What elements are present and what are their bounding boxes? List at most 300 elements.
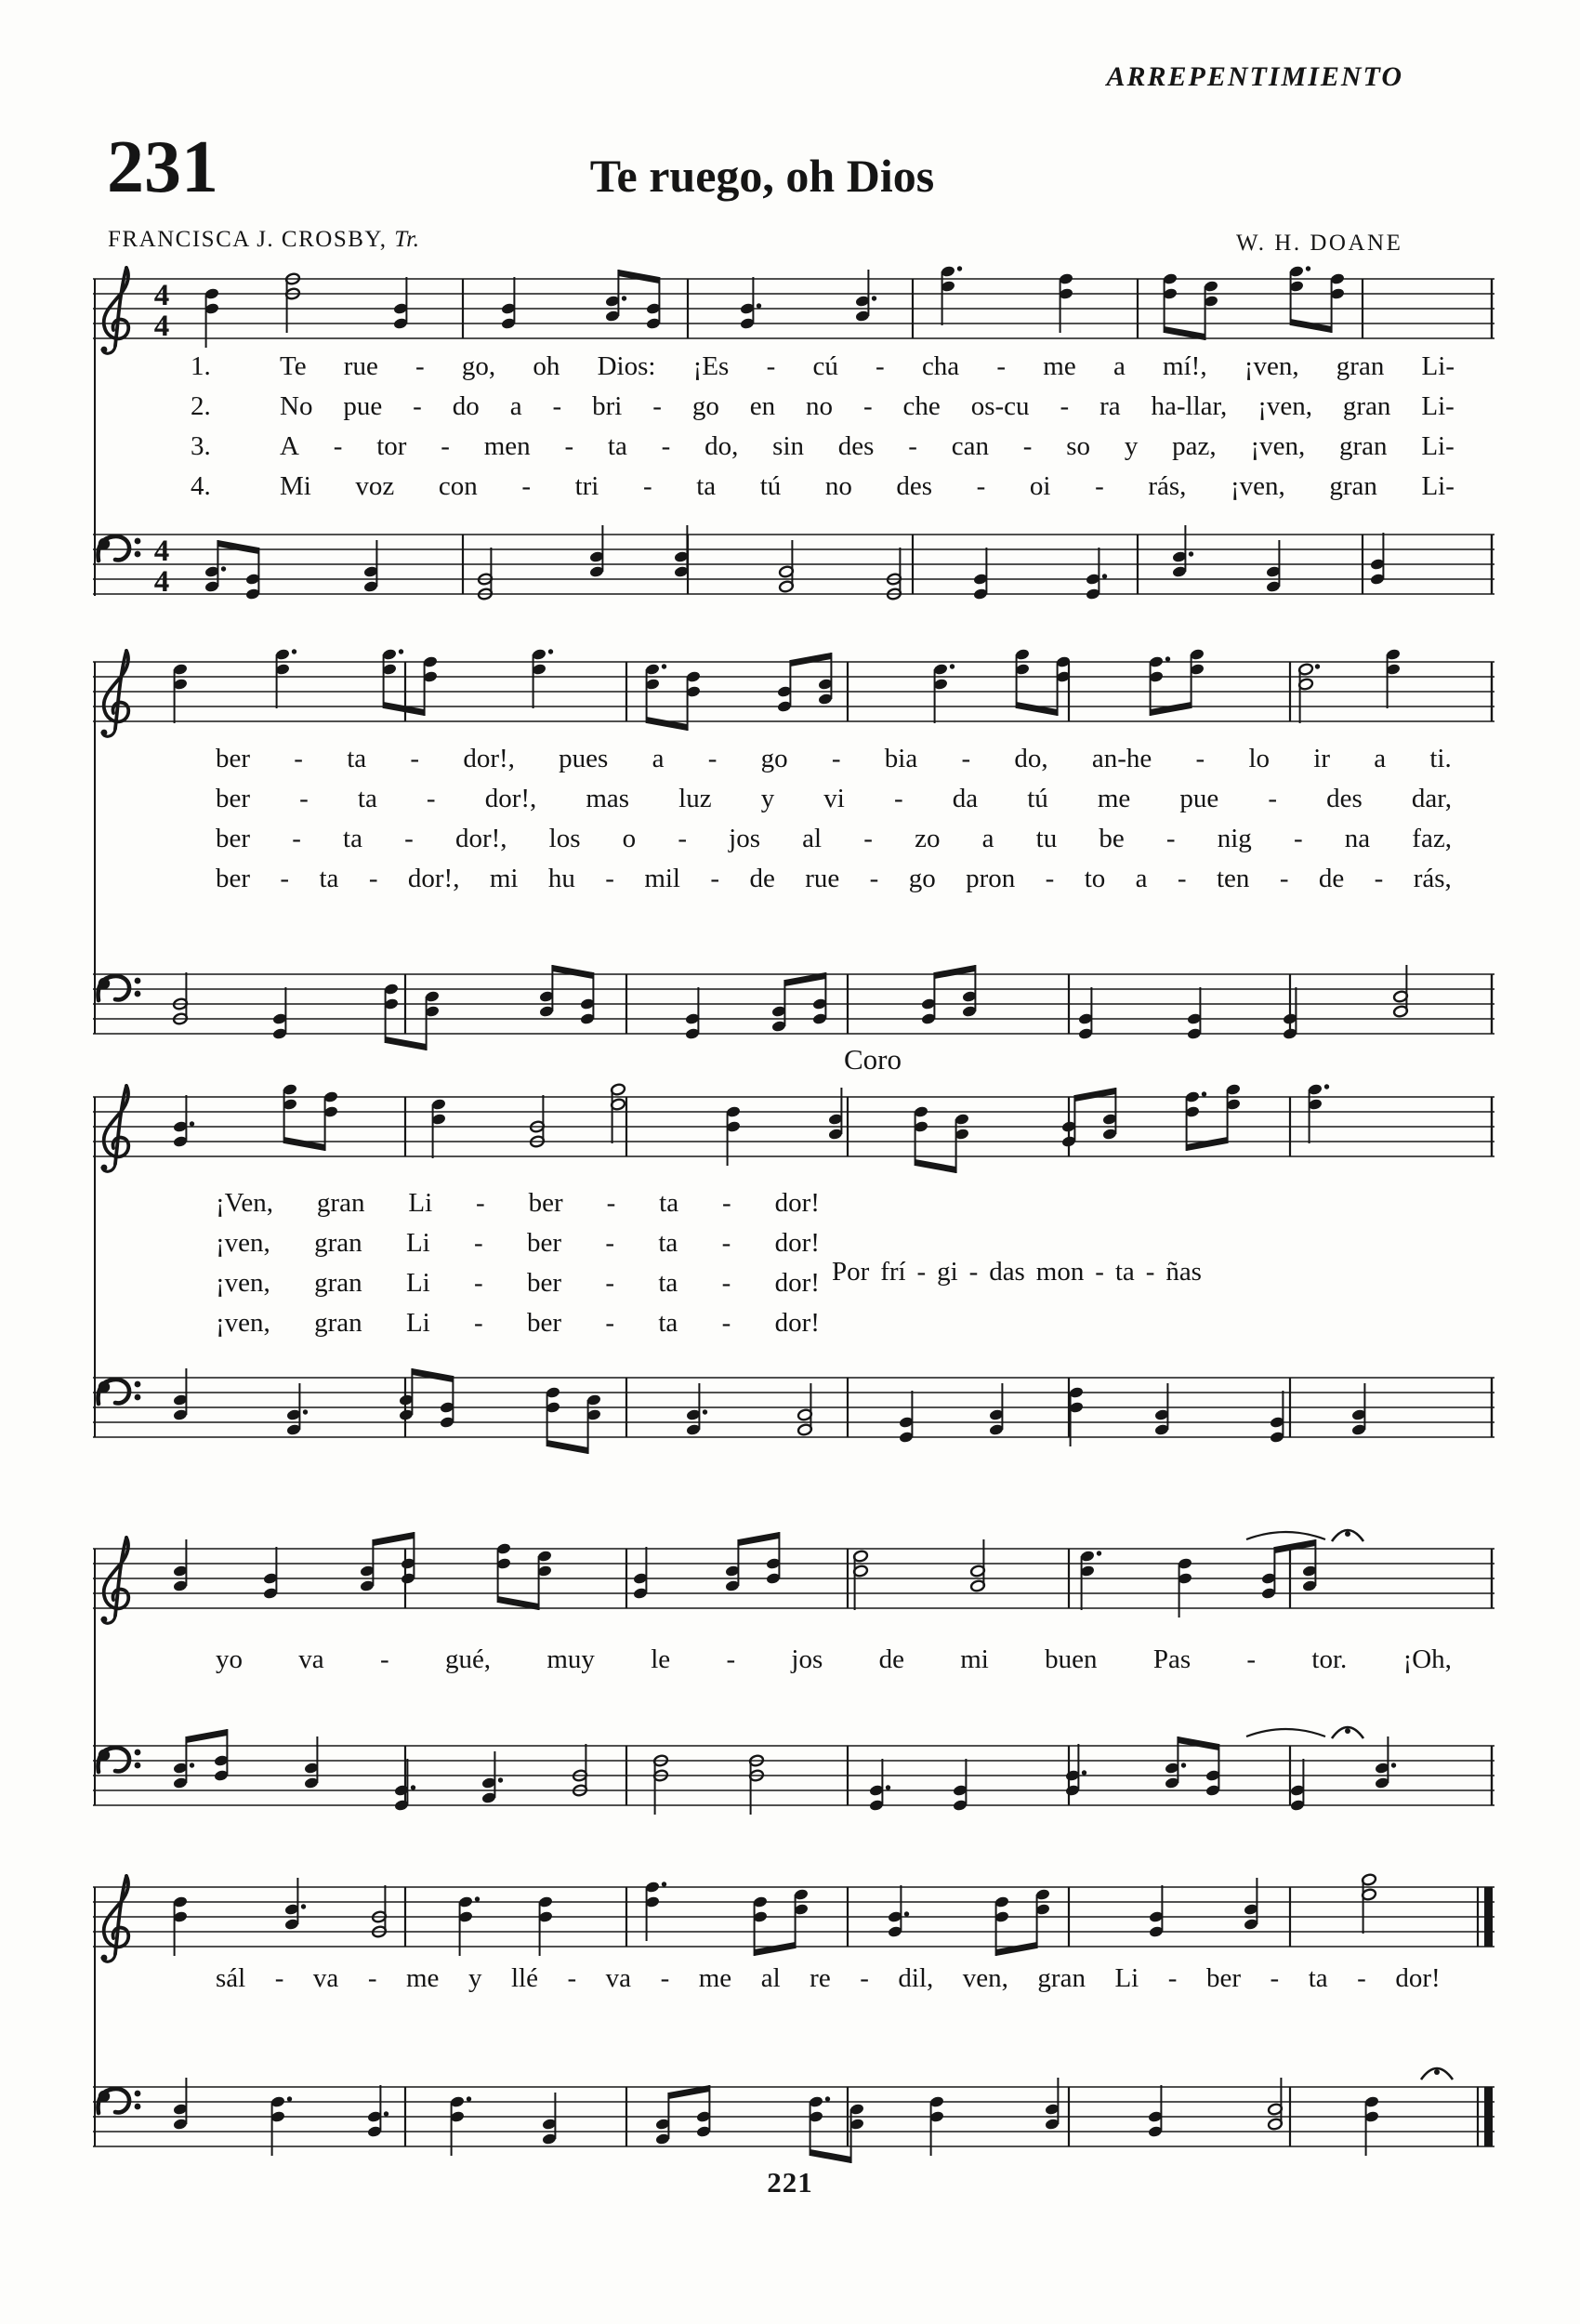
lyric-text [280, 431, 1455, 462]
lyric-syllable: go [691, 391, 719, 421]
lyric-syllable: - [961, 744, 971, 773]
lyric-syllable: go, [461, 351, 496, 381]
lyric-syllable: pue [1179, 784, 1219, 813]
lyric-line [216, 824, 1452, 864]
lyric-text [280, 391, 1455, 422]
lyric-syllable: dor! [774, 1308, 820, 1338]
lyric-line [216, 1228, 820, 1268]
lyric-syllable: - [299, 784, 309, 813]
lyric-syllable: gran [314, 1268, 362, 1298]
bass-clef-icon [99, 2089, 141, 2113]
lyric-syllable: - [916, 1257, 927, 1287]
lyric-syllable: al [802, 824, 823, 853]
lyric-syllable: - [292, 824, 301, 853]
composer-credit: W. H. DOANE [1236, 231, 1403, 256]
lyric-syllable: o [622, 824, 637, 853]
lyric-syllable: - [860, 1963, 869, 1993]
lyric-syllable: dor!, [407, 864, 460, 893]
lyric-syllable: - [333, 431, 343, 461]
lyric-syllable: faz, [1412, 824, 1452, 853]
lyric-syllable: oh [533, 351, 560, 381]
lyric-syllable: ta [658, 1228, 678, 1258]
lyric-syllable: - [876, 351, 885, 381]
lyric-syllable: me [1097, 784, 1131, 813]
lyric-syllable: - [1270, 1963, 1280, 1993]
lyric-syllable: ¡ven, [1257, 391, 1312, 421]
lyric-line [216, 864, 1452, 904]
lyric-syllable: gran [1037, 1963, 1086, 1993]
lyric-syllable: ha-llar, [1151, 391, 1228, 421]
lyric-syllable: va [605, 1963, 632, 1993]
lyric-syllable: - [474, 1308, 483, 1338]
lyric-syllable: ra [1099, 391, 1121, 421]
lyric-syllable: hu [547, 864, 575, 893]
lyric-syllable: gran [316, 1188, 365, 1218]
lyric-syllable: - [274, 1963, 284, 1993]
lyric-syllable: - [1195, 744, 1205, 773]
lyric-text [216, 1308, 820, 1339]
lyric-syllable: ta [347, 744, 367, 773]
lyric-syllable: Li [405, 1228, 430, 1258]
lyric-syllable: de [1318, 864, 1345, 893]
lyric-syllable: bri [592, 391, 623, 421]
lyric-syllable: ¡Oh, [1402, 1644, 1452, 1674]
lyric-syllable: re [810, 1963, 831, 1993]
lyric-syllable: - [441, 431, 450, 461]
lyric-syllable: tú [759, 471, 782, 501]
lyric-syllable: - [642, 471, 652, 501]
lyric-syllable: ¡ven, [216, 1228, 270, 1258]
lyric-syllable: ¡ven, [1230, 471, 1285, 501]
lyric-syllable: a [652, 744, 665, 773]
lyric-syllable: gran [1339, 431, 1388, 461]
lyric-syllable: - [367, 1963, 377, 1993]
lyric-text [280, 351, 1455, 382]
lyric-syllable: Te [280, 351, 307, 381]
lyric-syllable: - [1045, 864, 1055, 893]
lyric-syllable: cha [921, 351, 960, 381]
lyric-syllable: - [368, 864, 378, 893]
lyric-syllable: Dios: [597, 351, 656, 381]
lyric-syllable: ta [696, 471, 717, 501]
verse-number: 2. [191, 391, 211, 421]
lyric-syllable: nig [1217, 824, 1252, 853]
treble-staff-system-4 [91, 1526, 1496, 1644]
lyric-syllable: ¡ven, [1250, 431, 1306, 461]
lyric-syllable: tor. [1311, 1644, 1348, 1674]
lyric-syllable: dor! [774, 1188, 820, 1218]
lyric-syllable: go [908, 864, 936, 893]
lyric-syllable: Li- [1421, 471, 1455, 501]
lyric-syllable: gran [1329, 471, 1377, 501]
fermata-icon [1421, 2068, 1453, 2080]
lyric-syllable: - [710, 864, 720, 893]
lyric-syllable: gran [1336, 351, 1385, 381]
lyric-line [216, 1308, 820, 1348]
lyric-syllable: a [1135, 864, 1148, 893]
fermata-icon [1332, 1530, 1363, 1541]
lyric-text [216, 1188, 820, 1219]
lyric-syllable: - [1374, 864, 1384, 893]
lyric-syllable: y [760, 784, 775, 813]
verse-block [191, 351, 1455, 511]
verse-line-1 [191, 351, 1455, 391]
lyric-syllable: gué, [444, 1644, 492, 1674]
page-title: Te ruego, oh Dios [589, 150, 935, 202]
lyric-syllable: - [976, 471, 986, 501]
lyric-text [216, 744, 1452, 774]
lyric-syllable: zo [915, 824, 941, 853]
lyric-syllable: do, [1014, 744, 1048, 773]
hymn-number: 231 [107, 126, 218, 208]
lyric-syllable: Li [408, 1188, 433, 1218]
lyric-syllable: sál [216, 1963, 246, 1993]
lyric-syllable: ber [216, 864, 251, 893]
lyric-syllable: os-cu [970, 391, 1030, 421]
treble-staff-system-2 [91, 640, 1496, 757]
lyric-syllable: das [989, 1257, 1025, 1287]
lyric-syllable: A [280, 431, 299, 461]
lyric-syllable: - [413, 391, 422, 421]
lyric-syllable: ber [216, 824, 251, 853]
lyric-syllable: ¡ven, [216, 1308, 270, 1338]
bass-staff-system-4 [91, 1723, 1496, 1841]
lyric-syllable: - [908, 431, 917, 461]
lyric-syllable: mil [644, 864, 680, 893]
lyric-syllable: na [1344, 824, 1371, 853]
lyric-syllable: ¡ven, [216, 1268, 270, 1298]
lyric-syllable: a [1113, 351, 1126, 381]
lyric-syllable: cú [812, 351, 838, 381]
lyric-text [216, 784, 1452, 814]
lyric-syllable: - [474, 1228, 483, 1258]
lyric-syllable: - [280, 864, 290, 893]
lyric-syllable: ber [1205, 1963, 1241, 1993]
lyric-syllable: rue [805, 864, 840, 893]
lyric-syllable: mon [1035, 1257, 1085, 1287]
lyric-syllable: buen [1045, 1644, 1098, 1674]
lyric-syllable: ten [1216, 864, 1250, 893]
lyric-syllable: ber [527, 1308, 562, 1338]
lyric-syllable: rue [343, 351, 378, 381]
bass-staff-system-1 [91, 512, 1496, 629]
lyric-syllable: - [1167, 1963, 1178, 1993]
lyric-syllable: do, [704, 431, 739, 461]
lyric-text [280, 471, 1455, 502]
lyric-syllable: - [893, 784, 903, 813]
lyric-syllable: gran [314, 1308, 362, 1338]
lyric-syllable: pue [343, 391, 383, 421]
lyric-syllable: en [749, 391, 776, 421]
lyric-syllable: Mi [280, 471, 311, 501]
lyric-syllable: - [652, 391, 662, 421]
lyric-text [216, 1963, 1441, 1994]
time-signature-top: 4 [153, 279, 170, 312]
lyric-syllable: ti. [1429, 744, 1452, 773]
lyric-syllable: dor! [774, 1228, 820, 1258]
lyric-syllable: ir [1313, 744, 1330, 773]
time-signature-bottom: 4 [153, 565, 170, 599]
lyric-syllable: ¡Es [692, 351, 730, 381]
lyric-syllable: paz, [1172, 431, 1217, 461]
lyric-syllable: - [1246, 1644, 1257, 1674]
lyric-syllable: - [1095, 1257, 1104, 1287]
lyric-syllable: ber [527, 1228, 562, 1258]
lyric-syllable: ¡Ven, [216, 1188, 274, 1218]
lyric-syllable: - [474, 1268, 483, 1298]
lyric-syllable: - [968, 1257, 979, 1287]
lyric-syllable: ¡ven, [1244, 351, 1299, 381]
verse-line-2 [191, 391, 1455, 431]
bass-clef-icon [99, 1748, 141, 1772]
lyric-syllable: me [698, 1963, 732, 1993]
lyric-syllable: - [605, 1308, 615, 1338]
lyric-syllable: - [1268, 784, 1278, 813]
lyric-syllable: ñas [1165, 1257, 1202, 1287]
verse-number: 1. [191, 351, 211, 381]
lyric-syllable: - [476, 1188, 485, 1218]
lyric-syllable: des [896, 471, 933, 501]
lyric-syllable: mi [489, 864, 519, 893]
lyric-syllable: - [721, 1228, 731, 1258]
chorus-block [216, 1188, 820, 1348]
lyric-syllable: me [1043, 351, 1076, 381]
lyric-syllable: va [312, 1963, 339, 1993]
lyric-syllable: jos [729, 824, 760, 853]
lyric-syllable: a [981, 824, 994, 853]
lyric-syllable: tu [1035, 824, 1058, 853]
lyric-text [216, 824, 1452, 854]
author-role: Tr. [394, 227, 420, 252]
lyric-syllable: luz [678, 784, 712, 813]
lyric-syllable: Li- [1421, 351, 1455, 381]
lyric-syllable: - [996, 351, 1007, 381]
bass-staff-system-5 [91, 2065, 1496, 2182]
lyric-syllable: - [410, 744, 420, 773]
lyric-line [216, 744, 1452, 784]
lyric-syllable: - [707, 744, 718, 773]
lyric-syllable: - [1145, 1257, 1155, 1287]
lyric-syllable: - [831, 744, 841, 773]
lyric-syllable: sin [772, 431, 804, 461]
lyric-syllable: - [678, 824, 687, 853]
lyric-text [216, 864, 1452, 894]
lyric-syllable: ta [607, 431, 627, 461]
lyric-syllable: ta [319, 864, 339, 893]
lyric-text [216, 1268, 820, 1299]
section-header: ARREPENTIMIENTO [1106, 61, 1403, 92]
verse-number: 3. [191, 431, 211, 461]
lyric-syllable: Li [405, 1268, 430, 1298]
lyric-syllable: muy [546, 1644, 595, 1674]
lyric-syllable: No [280, 391, 313, 421]
lyric-syllable: rás, [1148, 471, 1187, 501]
lyric-line [216, 1268, 820, 1308]
lyric-syllable: Li- [1421, 431, 1455, 461]
lyric-syllable: des [837, 431, 875, 461]
lyric-syllable: - [564, 431, 574, 461]
lyric-syllable: al [760, 1963, 781, 1993]
lyric-syllable: - [726, 1644, 736, 1674]
treble-clef-icon [101, 1538, 129, 1623]
slur-mark [1246, 1532, 1325, 1539]
lyric-syllable: Li- [1421, 391, 1455, 421]
lyric-syllable: - [1293, 824, 1303, 853]
lyric-syllable: ta [343, 824, 362, 853]
lyric-syllable: vi [823, 784, 845, 813]
chorus-label: Coro [844, 1043, 902, 1076]
lyric-syllable: dor!, [484, 784, 537, 813]
lyric-syllable: bia [884, 744, 918, 773]
lyric-syllable: can [951, 431, 989, 461]
lyric-syllable: gran [314, 1228, 362, 1258]
lyric-syllable: - [379, 1644, 389, 1674]
lyric-syllable: men [483, 431, 531, 461]
lyric-syllable: - [1095, 471, 1104, 501]
bass-staff-system-2 [91, 952, 1496, 1069]
chorus-line-2 [216, 1644, 1452, 1675]
lyric-syllable: pron [966, 864, 1016, 893]
lyric-syllable: y [467, 1963, 482, 1993]
lyric-syllable: - [1357, 1963, 1366, 1993]
author-name: FRANCISCA J. CROSBY, [108, 227, 388, 252]
lyric-syllable: - [404, 824, 414, 853]
slur-mark [1246, 1729, 1325, 1736]
treble-clef-icon [101, 651, 129, 736]
lyric-syllable: - [1022, 431, 1033, 461]
lyric-syllable: - [661, 431, 671, 461]
lyric-syllable: a [1374, 744, 1387, 773]
verse-line-4 [191, 471, 1455, 511]
lyric-syllable: - [521, 471, 531, 501]
lyric-syllable: dar, [1411, 784, 1452, 813]
lyric-syllable: con [438, 471, 478, 501]
lyric-syllable: an-he [1091, 744, 1152, 773]
lyric-syllable: Li [405, 1308, 430, 1338]
treble-staff-system-3 [91, 1075, 1496, 1192]
lyric-syllable: - [1165, 824, 1176, 853]
lyric-syllable: Li [1114, 1963, 1139, 1993]
lyric-syllable: le [651, 1644, 671, 1674]
lyric-line [216, 784, 1452, 824]
lyric-syllable: - [660, 1963, 670, 1993]
treble-clef-icon [101, 1086, 129, 1171]
lyric-syllable: gi [937, 1257, 958, 1287]
lyric-syllable: dil, [898, 1963, 934, 1993]
lyric-syllable: ta [658, 1268, 678, 1298]
lyric-syllable: - [1279, 864, 1289, 893]
lyric-syllable: oi [1029, 471, 1051, 501]
lyric-syllable: los [548, 824, 581, 853]
lyric-syllable: mí!, [1163, 351, 1207, 381]
lyric-syllable: dor! [774, 1268, 820, 1298]
lyric-syllable: dor! [1395, 1963, 1441, 1993]
lyric-syllable: - [721, 1308, 731, 1338]
lyric-syllable: ber [216, 744, 251, 773]
lyric-syllable: - [426, 784, 436, 813]
lyric-syllable: che [902, 391, 941, 421]
page-number: 221 [767, 2166, 813, 2199]
treble-clef-icon [101, 268, 129, 353]
lyric-syllable: yo [216, 1644, 243, 1674]
lyric-line [216, 1188, 820, 1228]
lyric-syllable: Pas [1152, 1644, 1192, 1674]
lyric-syllable: tri [574, 471, 599, 501]
lyric-syllable: ta [357, 784, 377, 813]
fermata-icon [1332, 1727, 1363, 1738]
time-signature-bottom: 4 [153, 310, 170, 343]
lyric-syllable: de [749, 864, 775, 893]
bass-clef-icon [99, 1380, 141, 1404]
lyric-syllable: - [605, 864, 614, 893]
bass-clef-icon [99, 536, 141, 561]
lyric-syllable: - [721, 1268, 731, 1298]
time-signature-top: 4 [153, 535, 170, 568]
lyric-syllable: to [1084, 864, 1106, 893]
lyric-syllable: dor!, [454, 824, 507, 853]
lyric-syllable: des [1326, 784, 1363, 813]
lyric-syllable: - [863, 824, 873, 853]
lyric-syllable: - [415, 351, 425, 381]
lyric-syllable: Por [832, 1257, 870, 1287]
treble-clef-icon [101, 1876, 129, 1961]
lyric-syllable: ven, [962, 1963, 1008, 1993]
lyric-syllable: ta [1308, 1963, 1328, 1993]
lyric-syllable: voz [355, 471, 395, 501]
lyric-syllable: - [605, 1228, 615, 1258]
lyric-syllable: pues [559, 744, 609, 773]
lyric-text [832, 1257, 1202, 1287]
lyric-syllable: - [1177, 864, 1187, 893]
lyric-syllable: - [294, 744, 303, 773]
lyric-syllable: so [1066, 431, 1091, 461]
lyric-syllable: - [552, 391, 562, 421]
lyric-syllable: ta [659, 1188, 679, 1218]
lyric-syllable: gran [1342, 391, 1391, 421]
lyric-syllable: me [406, 1963, 440, 1993]
lyric-syllable: - [869, 864, 879, 893]
lyric-text [216, 1644, 1452, 1675]
lyric-syllable: ber [216, 784, 251, 813]
verse-number: 4. [191, 471, 211, 501]
lyric-syllable: dor!, [463, 744, 515, 773]
lyric-syllable: no [806, 391, 834, 421]
lyric-syllable: ber [527, 1268, 562, 1298]
lyric-syllable: mas [586, 784, 630, 813]
lyric-syllable: - [567, 1963, 577, 1993]
chorus-side-text [832, 1257, 1202, 1287]
lyric-syllable: no [824, 471, 852, 501]
lyric-syllable: ta [1114, 1257, 1135, 1287]
lyric-syllable: be [1099, 824, 1125, 853]
lyric-syllable: da [952, 784, 979, 813]
lyric-syllable: y [1124, 431, 1139, 461]
bass-clef-icon [99, 976, 141, 1000]
lyric-syllable: rás, [1413, 864, 1452, 893]
lyric-syllable: jos [791, 1644, 823, 1674]
lyric-syllable: - [605, 1268, 615, 1298]
chorus-line-3 [216, 1963, 1441, 1994]
lyric-syllable: ber [528, 1188, 563, 1218]
lyric-syllable: llé [510, 1963, 538, 1993]
lyric-syllable: - [1060, 391, 1070, 421]
bass-staff-system-3 [91, 1355, 1496, 1472]
lyric-syllable: va [298, 1644, 324, 1674]
lyric-syllable: frí [880, 1257, 906, 1287]
lyric-text [216, 1228, 820, 1259]
lyric-syllable: a [509, 391, 522, 421]
lyric-syllable: do [452, 391, 480, 421]
